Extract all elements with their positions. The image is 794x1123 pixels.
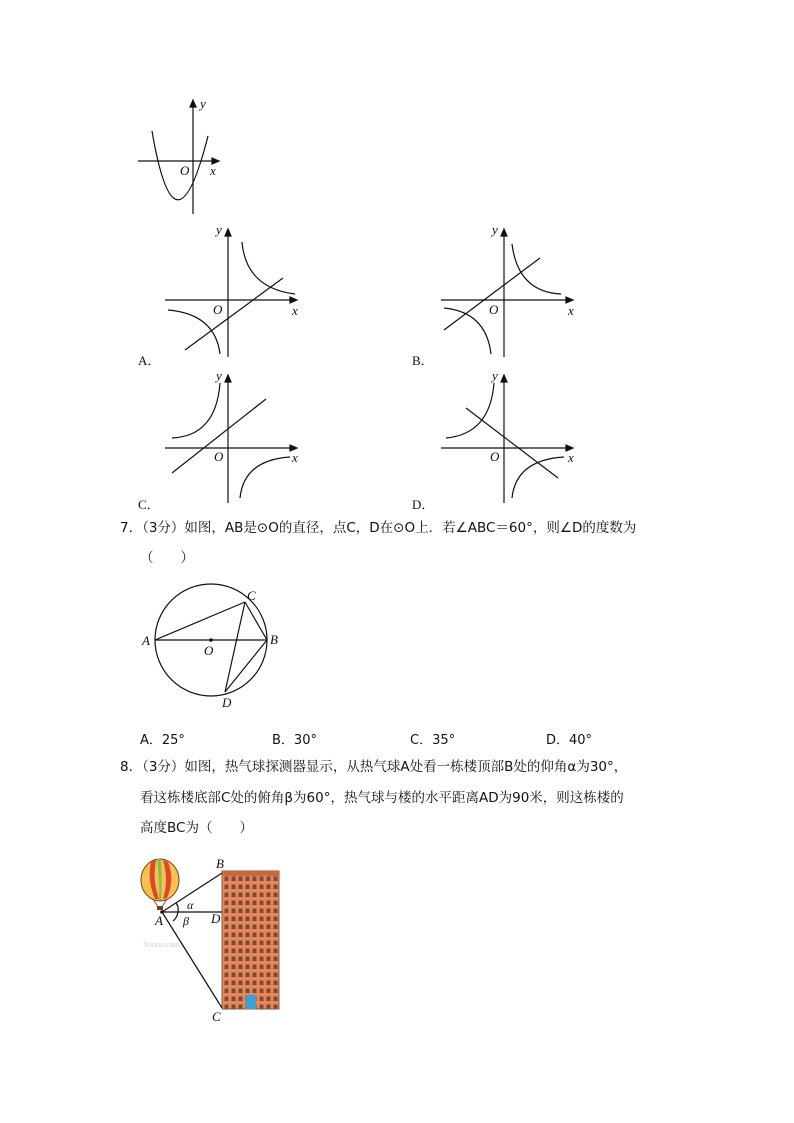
q8-stem-line1: 8．（3分）如图，热气球探测器显示，从热气球A处看一栋楼顶部B处的仰角α为30°， bbox=[120, 759, 628, 775]
hyperbola-branch-q2 bbox=[172, 383, 220, 438]
x-axis-label: x bbox=[568, 303, 574, 318]
x-axis-label: x bbox=[210, 163, 216, 178]
point-o-label: O bbox=[204, 643, 214, 658]
point-b-label: B bbox=[216, 856, 224, 871]
angle-alpha-arc bbox=[176, 903, 178, 912]
line-ac bbox=[162, 912, 222, 1008]
q7-choice-a[interactable]: A．25° bbox=[140, 733, 185, 748]
y-axis-label: y bbox=[492, 222, 498, 237]
y-axis-label: y bbox=[216, 222, 222, 237]
hot-air-balloon bbox=[141, 859, 179, 910]
origin-label: O bbox=[489, 302, 499, 317]
y-axis-arrow bbox=[225, 375, 231, 382]
center-point bbox=[209, 638, 213, 642]
angle-alpha-label: α bbox=[187, 898, 194, 912]
y-axis-arrow bbox=[225, 229, 231, 236]
option-a-label[interactable]: A． bbox=[138, 353, 161, 368]
point-d-label: D bbox=[211, 911, 221, 926]
q8-stem-line2: 看这栋楼底部C处的俯角β为60°，热气球与楼的水平距离AD为90米，则这栋楼的 bbox=[140, 790, 624, 806]
origin-label: O bbox=[490, 449, 500, 464]
angle-beta-arc bbox=[173, 912, 178, 921]
origin-label: O bbox=[214, 449, 224, 464]
option-d-graph[interactable] bbox=[436, 368, 586, 508]
option-b-label[interactable]: B． bbox=[412, 353, 434, 368]
straight-line bbox=[466, 408, 558, 478]
x-axis-label: x bbox=[292, 303, 298, 318]
point-c-label: C bbox=[247, 588, 256, 603]
hyperbola-branch-q1 bbox=[242, 242, 295, 294]
option-b-graph[interactable] bbox=[436, 222, 586, 362]
option-c-graph[interactable] bbox=[160, 368, 310, 508]
chord-cd bbox=[225, 602, 245, 692]
y-axis-arrow bbox=[501, 229, 507, 236]
y-axis-arrow bbox=[501, 375, 507, 382]
point-c-label: C bbox=[212, 1009, 221, 1024]
origin-label: O bbox=[180, 163, 190, 178]
y-axis-label: y bbox=[200, 96, 206, 111]
q7-circle-figure bbox=[136, 585, 296, 715]
q7-stem-line1: 7．（3分）如图，AB是⊙O的直径，点C，D在⊙O上．若∠ABC＝60°，则∠D的度数为 bbox=[120, 520, 637, 536]
building-door bbox=[246, 995, 256, 1009]
x-axis-label: x bbox=[568, 450, 574, 465]
hyperbola-branch-q1 bbox=[512, 244, 561, 294]
option-d-label[interactable]: D． bbox=[412, 497, 435, 512]
q7-choice-b[interactable]: B．30° bbox=[272, 733, 317, 748]
q8-stem-line3: 高度BC为（ ） bbox=[140, 820, 253, 836]
y-axis-arrow bbox=[190, 100, 196, 107]
origin-label: O bbox=[213, 302, 223, 317]
q7-choice-c[interactable]: C．35° bbox=[410, 733, 456, 748]
straight-line bbox=[444, 258, 540, 330]
q7-choice-d[interactable]: D．40° bbox=[546, 733, 593, 748]
point-b-label: B bbox=[270, 632, 278, 647]
point-a-label: A bbox=[142, 633, 150, 648]
chord-ac bbox=[155, 602, 245, 640]
point-d-label: D bbox=[222, 695, 232, 710]
x-axis-label: x bbox=[292, 450, 298, 465]
straight-line bbox=[185, 278, 283, 350]
building bbox=[222, 871, 279, 1009]
q8-balloon-building-figure bbox=[135, 855, 295, 1030]
y-axis-label: y bbox=[216, 368, 222, 383]
hyperbola-branch-q4 bbox=[240, 457, 290, 498]
option-a-graph[interactable] bbox=[160, 222, 310, 362]
hyperbola-branch-q3 bbox=[444, 308, 491, 354]
point-a-label: A bbox=[155, 913, 163, 928]
q7-stem-line2: （ ） bbox=[140, 550, 194, 566]
angle-beta-label: β bbox=[183, 914, 189, 928]
option-c-label[interactable]: C． bbox=[138, 497, 160, 512]
watermark-text: Yonoo.com bbox=[143, 940, 180, 949]
y-axis-label: y bbox=[492, 368, 498, 383]
building-roof bbox=[222, 871, 279, 876]
top-parabola-graph bbox=[130, 96, 240, 216]
